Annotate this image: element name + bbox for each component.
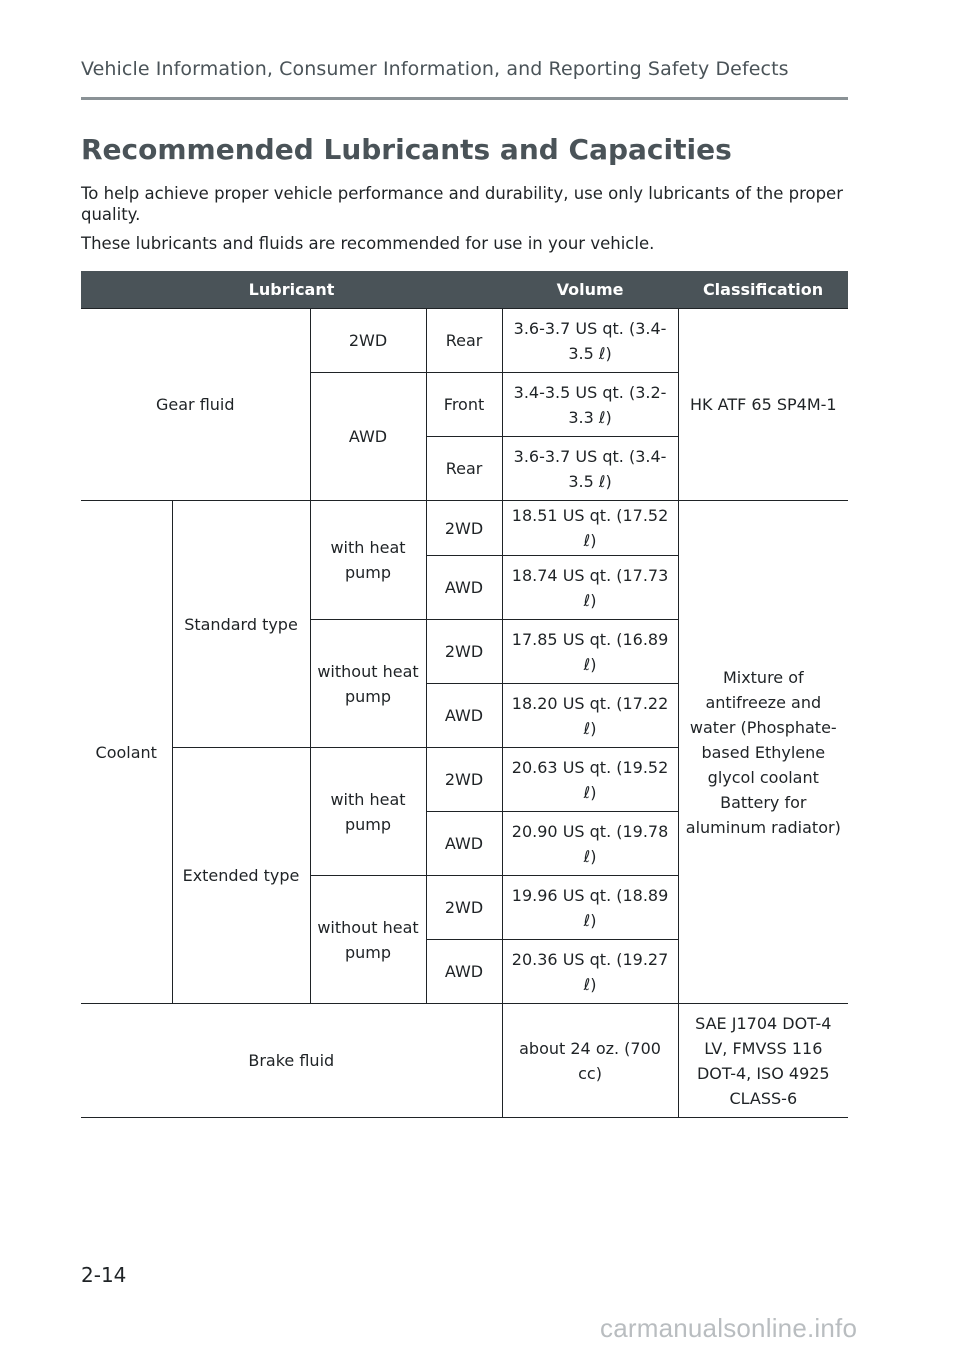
gear-volume-awd-front: 3.4-3.5 US qt. (3.2-3.3 ℓ) (502, 373, 678, 437)
brake-fluid-classification: SAE J1704 DOT-4 LV, FMVSS 116 DOT-4, ISO 4925 CLASS-6 (678, 1004, 848, 1118)
intro-paragraph-1: To help achieve proper vehicle performance and durability, use only lubricants of the proper quality. (81, 184, 843, 224)
coolant-volume-ext-with-awd: 20.90 US qt. (19.78 ℓ) (502, 812, 678, 876)
gear-drive-awd: AWD (310, 373, 426, 501)
intro-paragraph-2: These lubricants and fluids are recommended for use in your vehicle. (81, 234, 655, 253)
coolant-label: Coolant (81, 501, 172, 1004)
table-row (81, 501, 848, 556)
gear-classification: HK ATF 65 SP4M-1 (678, 309, 848, 501)
gear-drive-2wd: 2WD (310, 309, 426, 373)
coolant-drive-awd: AWD (426, 556, 502, 620)
coolant-standard-type: Standard type (172, 501, 310, 748)
brake-fluid-label: Brake fluid (81, 1004, 502, 1118)
coolant-volume-std-with-awd: 18.74 US qt. (17.73 ℓ) (502, 556, 678, 620)
coolant-volume-ext-without-awd: 20.36 US qt. (19.27 ℓ) (502, 940, 678, 1004)
gear-volume-awd-rear: 3.6-3.7 US qt. (3.4-3.5 ℓ) (502, 437, 678, 501)
running-header: Vehicle Information, Consumer Information, and Reporting Safety Defects (81, 58, 789, 80)
coolant-drive-2wd: 2WD (426, 748, 502, 812)
header-volume: Volume (502, 271, 678, 309)
coolant-volume-std-with-2wd: 18.51 US qt. (17.52 ℓ) (502, 501, 678, 556)
gear-fluid-label: Gear fluid (81, 309, 310, 501)
gear-volume-2wd-rear: 3.6-3.7 US qt. (3.4-3.5 ℓ) (502, 309, 678, 373)
coolant-drive-2wd: 2WD (426, 501, 502, 556)
coolant-ext-without-heat-pump: without heat pump (310, 876, 426, 1004)
coolant-volume-std-without-awd: 18.20 US qt. (17.22 ℓ) (502, 684, 678, 748)
table-header-row (81, 271, 848, 309)
header-classification: Classification (678, 271, 848, 309)
coolant-extended-type: Extended type (172, 748, 310, 1004)
gear-position-rear: Rear (426, 309, 502, 373)
section-title: Recommended Lubricants and Capacities (81, 133, 732, 166)
coolant-volume-std-without-2wd: 17.85 US qt. (16.89 ℓ) (502, 620, 678, 684)
watermark: carmanualsonline.info (600, 1313, 858, 1343)
coolant-volume-ext-without-2wd: 19.96 US qt. (18.89 ℓ) (502, 876, 678, 940)
coolant-std-with-heat-pump: with heat pump (310, 501, 426, 620)
lubricants-table (81, 271, 848, 1118)
coolant-classification: Mixture of antifreeze and water (Phosphate-based Ethylene glycol coolant Battery for aluminum radiator) (678, 501, 848, 1004)
gear-position-rear: Rear (426, 437, 502, 501)
coolant-volume-ext-with-2wd: 20.63 US qt. (19.52 ℓ) (502, 748, 678, 812)
header-lubricant: Lubricant (81, 271, 502, 309)
table-row (81, 1004, 848, 1118)
coolant-drive-2wd: 2WD (426, 876, 502, 940)
page-number: 2-14 (81, 1263, 127, 1287)
coolant-ext-with-heat-pump: with heat pump (310, 748, 426, 876)
coolant-drive-awd: AWD (426, 940, 502, 1004)
coolant-drive-2wd: 2WD (426, 620, 502, 684)
table-row (81, 309, 848, 373)
gear-position-front: Front (426, 373, 502, 437)
brake-fluid-volume: about 24 oz. (700 cc) (502, 1004, 678, 1118)
header-rule (81, 97, 848, 100)
coolant-drive-awd: AWD (426, 684, 502, 748)
coolant-std-without-heat-pump: without heat pump (310, 620, 426, 748)
coolant-drive-awd: AWD (426, 812, 502, 876)
